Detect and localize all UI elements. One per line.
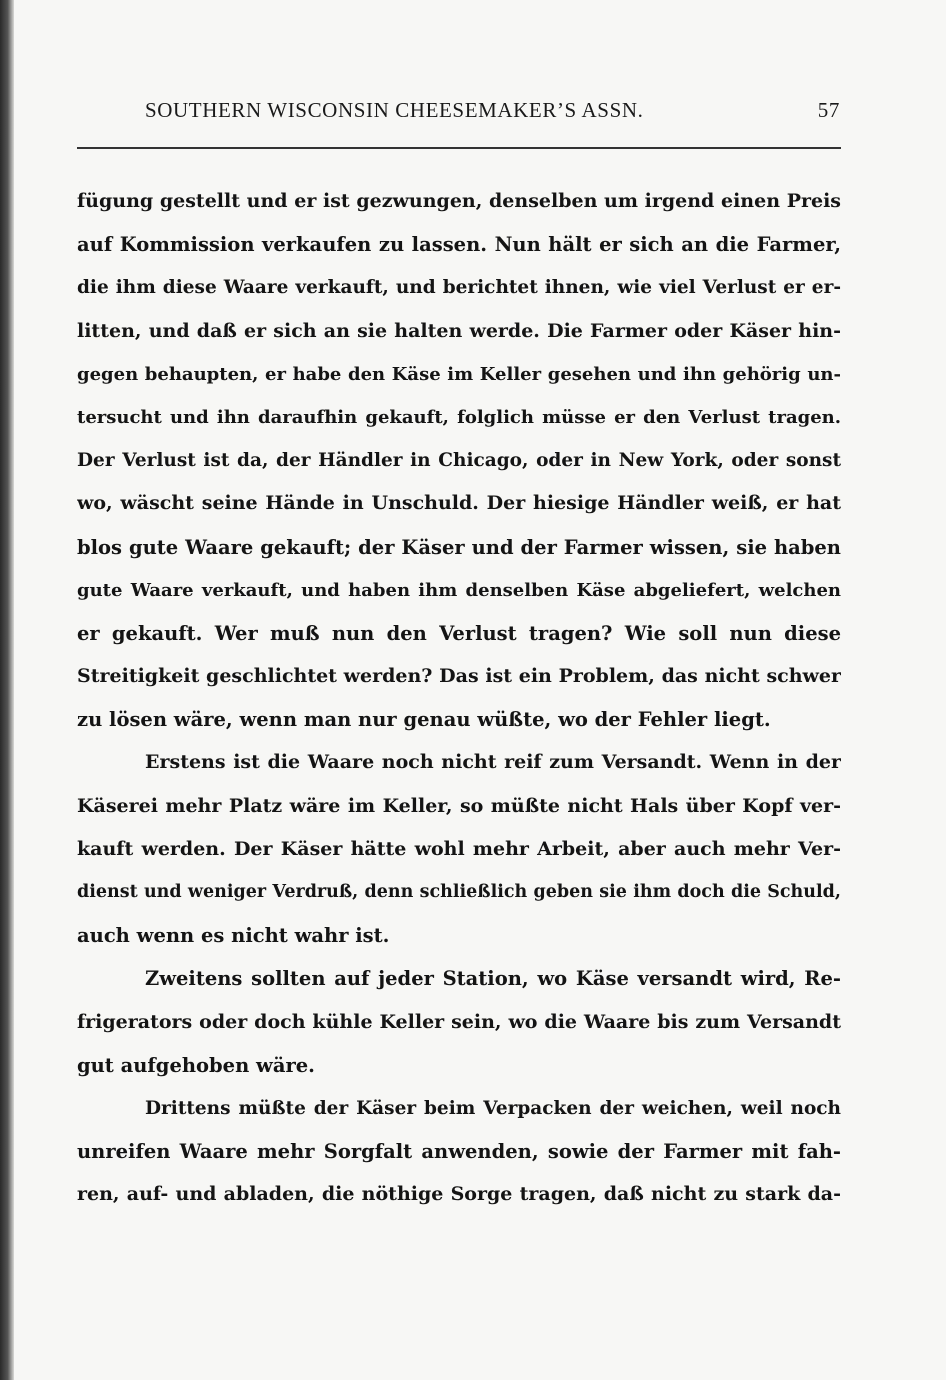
paragraph-1 — [77, 180, 841, 741]
text-line: gegen behaupten, er habe den Käse im Keller gesehen und ihn gehörig un- — [77, 363, 841, 385]
text-line: fügung gestellt und er ist gezwungen, denselben um irgend einen Preis — [77, 190, 841, 212]
running-head — [145, 98, 840, 132]
text-line: gute Waare verkauft, und haben ihm denselben Käse abgeliefert, welchen — [77, 579, 841, 601]
text-line: Streitigkeit geschlichtet werden? Das ist ein Problem, das nicht schwer — [77, 665, 841, 688]
text-line: zu lösen wäre, wenn man nur genau wüßte, wo der Fehler liegt. — [77, 708, 771, 732]
paragraph-4 — [77, 1087, 841, 1217]
text-line: er gekauft. Wer muß nun den Verlust tragen? Wie soll nun diese — [77, 621, 841, 645]
page-binding-edge — [0, 0, 14, 1380]
text-line: dienst und weniger Verdruß, denn schließlich geben sie ihm doch die Schuld, — [77, 882, 841, 902]
text-line: auch wenn es nicht wahr ist. — [77, 924, 390, 948]
paragraph-2 — [77, 741, 841, 957]
text-line: Käserei mehr Platz wäre im Keller, so müßte nicht Hals über Kopf ver- — [77, 794, 841, 817]
text-line: Erstens ist die Waare noch nicht reif zum Versandt. Wenn in der — [145, 751, 841, 774]
body-text — [77, 180, 841, 1217]
running-title: SOUTHERN WISCONSIN CHEESEMAKER’S ASSN. — [145, 98, 644, 122]
text-line: ren, auf- und abladen, die nöthige Sorge tragen, daß nicht zu stark da- — [77, 1183, 841, 1206]
paragraph-3 — [77, 957, 841, 1087]
text-line: frigerators oder doch kühle Keller sein, wo die Waare bis zum Versandt — [77, 1010, 841, 1033]
text-line: kauft werden. Der Käser hätte wohl mehr Arbeit, aber auch mehr Ver- — [77, 837, 841, 860]
header-rule — [77, 147, 841, 149]
text-line: blos gute Waare gekauft; der Käser und der Farmer wissen, sie haben — [77, 535, 841, 559]
text-line: die ihm diese Waare verkauft, und berichtet ihnen, wie viel Verlust er er- — [77, 277, 841, 299]
text-line: gut aufgehoben wäre. — [77, 1053, 315, 1077]
text-line: auf Kommission verkaufen zu lassen. Nun hält er sich an die Farmer, — [77, 233, 841, 257]
text-line: Zweitens sollten auf jeder Station, wo Käse versandt wird, Re- — [145, 967, 841, 991]
text-line: Drittens müßte der Käser beim Verpacken der weichen, weil noch — [145, 1097, 841, 1119]
text-line: tersucht und ihn daraufhin gekauft, folglich müsse er den Verlust tragen. — [77, 406, 841, 428]
page-number: 57 — [817, 98, 840, 122]
text-line: litten, und daß er sich an sie halten werde. Die Farmer oder Käser hin- — [77, 319, 841, 342]
text-line: Der Verlust ist da, der Händler in Chicago, oder in New York, oder sonst — [77, 450, 841, 472]
text-line: wo, wäscht seine Hände in Unschuld. Der hiesige Händler weiß, er hat — [77, 492, 841, 515]
text-line: unreifen Waare mehr Sorgfalt anwenden, sowie der Farmer mit fah- — [77, 1140, 841, 1164]
